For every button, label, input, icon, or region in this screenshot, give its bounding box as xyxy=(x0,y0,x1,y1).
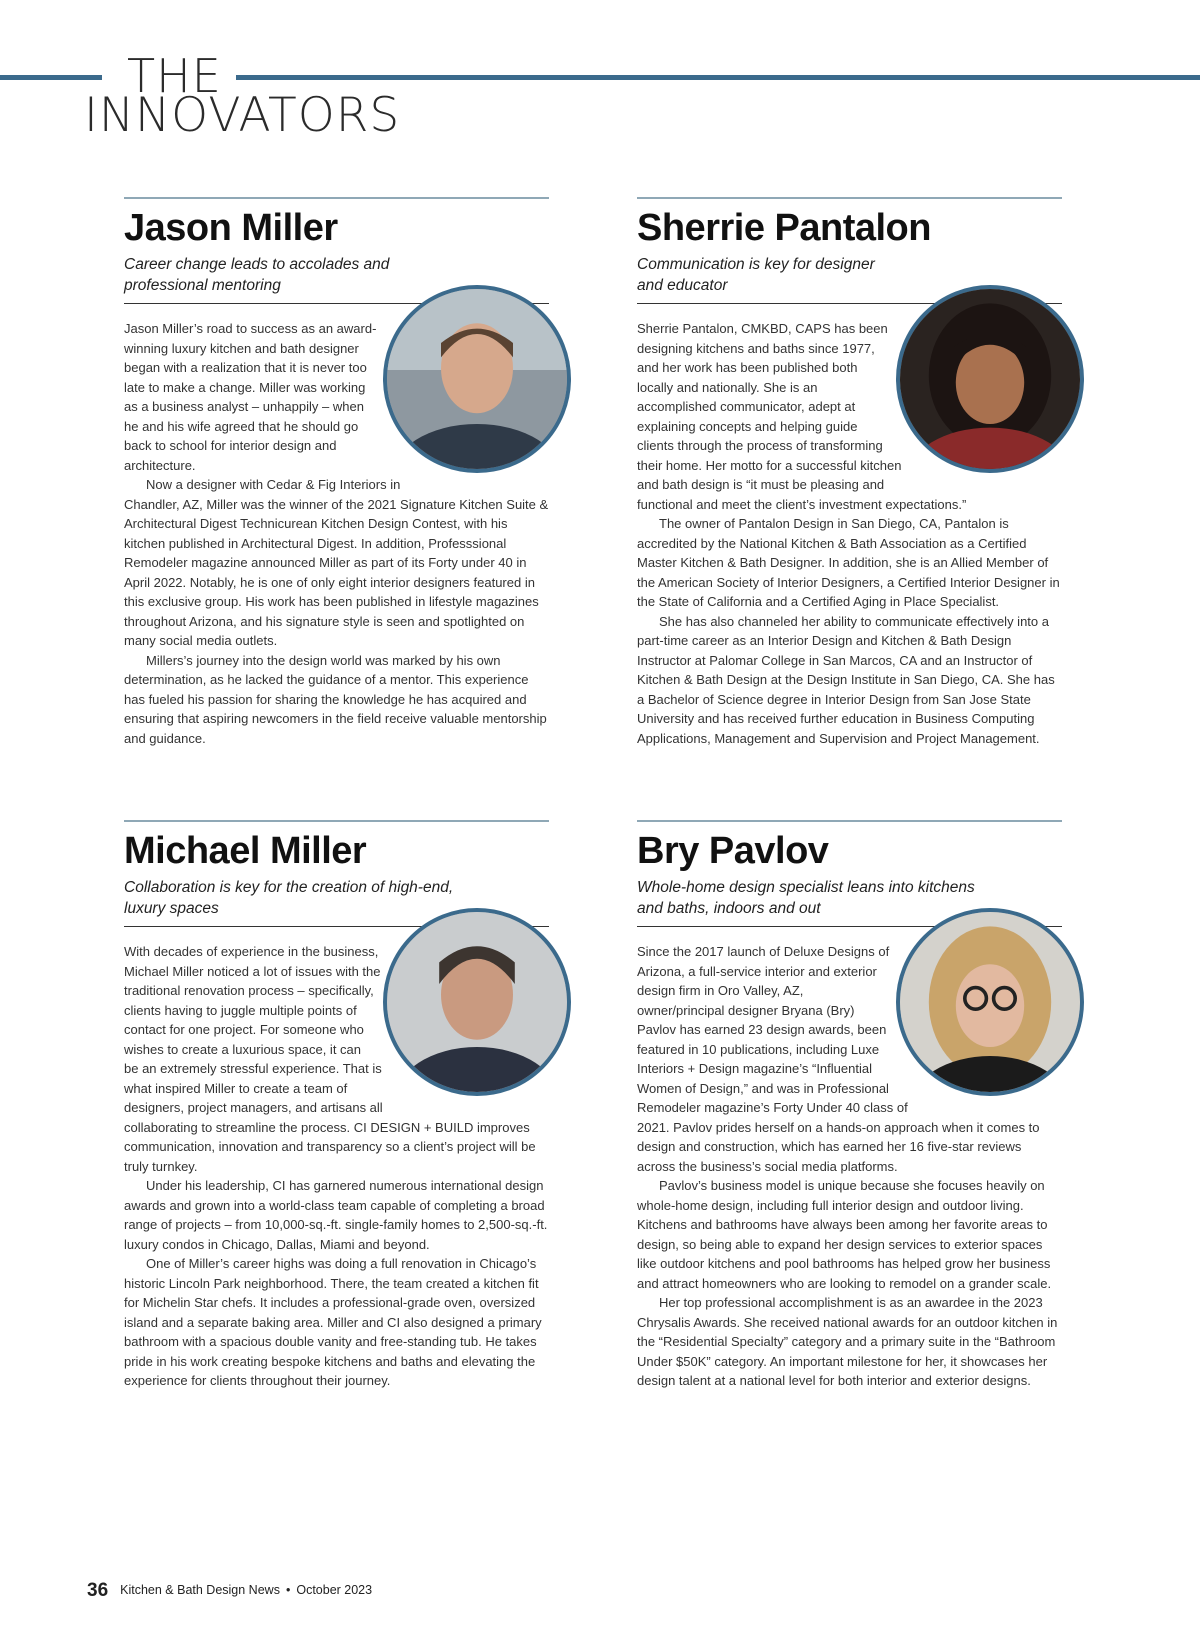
profile-top-rule xyxy=(637,197,1062,199)
profile-body xyxy=(637,319,1062,748)
profile-deck: Career change leads to accolades and professional mentoring xyxy=(124,256,390,294)
section-title-line-2: INNOVATORS xyxy=(84,88,401,143)
profile-michael-miller xyxy=(124,820,549,1391)
issue-date: October 2023 xyxy=(296,1583,373,1597)
profile-name: Bry Pavlov xyxy=(637,830,829,872)
profile-body xyxy=(124,319,549,748)
portrait-photo xyxy=(896,285,1084,473)
profile-paragraph: Under his leadership, CI has garnered numerous international design awards and grown into a world-class team capable of completing a broad range of projects – from 10,000-sq.-ft. single-family homes to 2,500-sq.-ft. luxury condos in Chicago, Dallas, Miami and beyond. xyxy=(124,1178,548,1252)
profile-paragraph: With decades of experience in the business, Michael Miller noticed a lot of issues with the traditional renovation process – specifically, clients having to juggle multiple points of contact for one project. For someone who wishes to create a luxurious space, it can be an extremely stressful experience. That is what inspired Miller to create a team of designers, project managers, and artisans all collaborating to streamline the process. CI DESIGN + BUILD improves communication, innovation and transparency so a client’s project will be truly turnkey. xyxy=(124,944,536,1174)
profile-top-rule xyxy=(124,197,549,199)
profile-paragraph: Now a designer with Cedar & Fig Interiors in Chandler, AZ, Miller was the winner of the 2021 Signature Kitchen Suite & Architectural Digest Technicurean Kitchen Design Contest, with his kitchen published in Architectural Digest. In addition, Professsional Remodeler magazine announced Miller as part of its Forty under 40 in April 2022. Notably, he is one of only eight interior designers featured in this exclusive group. His work has been published in lifestyle magazines throughout Arizona, and his signature style is seen and spotlighted on many social media outlets. xyxy=(124,477,549,648)
profile-deck: Whole-home design specialist leans into kitchens and baths, indoors and out xyxy=(637,879,975,917)
page-number: 36 xyxy=(87,1580,109,1601)
profile-paragraph: Millers’s journey into the design world was marked by his own determination, as he lacked the guidance of a mentor. This experience has fueled his passion for sharing the knowledge he has acquired and ensuring that aspiring newcomers in the field receive valuable mentorship and guidance. xyxy=(124,652,547,746)
page-footer xyxy=(87,1580,372,1602)
profile-top-rule xyxy=(637,820,1062,822)
profile-body xyxy=(637,942,1062,1391)
profile-paragraph: She has also channeled her ability to communicate effectively into a part-time career as an Interior Design and Kitchen & Bath Design Instructor at Palomar College in San Marcos, CA and an Instructor of Kitchen & Bath Design at the Design Institute in San Diego, CA. She has a Bachelor of Science degree in Interior Design from San Jose State University and has received further education in Business Computing Applications, Management and Supervision and Project Management. xyxy=(637,613,1055,746)
profile-jason-miller xyxy=(124,197,549,748)
profile-bry-pavlov xyxy=(637,820,1062,1391)
profile-name: Michael Miller xyxy=(124,830,367,872)
portrait-photo xyxy=(896,908,1084,1096)
profile-paragraph: The owner of Pantalon Design in San Diego, CA, Pantalon is accredited by the National Kitchen & Bath Association as a Certified Master Kitchen & Bath Designer. In addition, she is an Allied Member of the American Society of Interior Designers, a Certified Interior Designer in the State of California and a Certified Aging in Place Specialist. xyxy=(637,516,1060,609)
profile-deck: Collaboration is key for the creation of high-end, luxury spaces xyxy=(124,879,454,917)
profile-paragraph: Pavlov’s business model is unique because she focuses heavily on whole-home design, including full interior design and outdoor living. Kitchens and bathrooms have always been among her favorite areas to design, so being able to expand her design services to exterior spaces like outdoor kitchens and pool bathrooms has helped grow her business and attract homeowners who are looking to remodel on a grander scale. xyxy=(637,1178,1052,1291)
profile-body xyxy=(124,942,549,1391)
section-title xyxy=(84,49,401,143)
profile-paragraph: Sherrie Pantalon, CMKBD, CAPS has been designing kitchens and baths since 1977, and her work has been published both locally and nationally. She is an accomplished communicator, adept at explaining concepts and helping guide clients through the process of transforming their home. Her motto for a successful kitchen and bath design is “it must be pleasing and functional and meet the client’s investment expectations.” xyxy=(637,321,967,512)
profile-top-rule xyxy=(124,820,549,822)
section-title-line-1: THE xyxy=(127,49,222,103)
profile-paragraph: Jason Miller’s road to success as an award-winning luxury kitchen and bath designer began with a realization that it is never too late to make a change. Miller was working as a business analyst – unhappily – when he and his wife agreed that he should go back to school for interior design and architecture. xyxy=(124,321,377,473)
footer-separator: • xyxy=(285,1583,291,1597)
portrait-photo xyxy=(383,285,571,473)
profile-name: Sherrie Pantalon xyxy=(637,207,931,249)
profile-paragraph: One of Miller’s career highs was doing a full renovation in Chicago’s historic Lincoln Park neighborhood. There, the team created a kitchen fit for Michelin Star chefs. It includes a professional-grade oven, oversized island and a separate baking area. Miller and CI also designed a primary bathroom with a spacious double vanity and free-standing tub. He takes pride in his work creating bespoke kitchens and baths and elevating the experience for clients throughout their journey. xyxy=(124,1256,542,1388)
portrait-photo xyxy=(383,908,571,1096)
profile-paragraph: Since the 2017 launch of Deluxe Designs of Arizona, a full-service interior and exterior design firm in Oro Valley, AZ, owner/principal designer Bryana (Bry) Pavlov has earned 23 design awards, been featured in 10 publications, including Luxe Interiors + Design magazine’s “Influential Women of Design,” and was in Professional Remodeler magazine’s Forty Under 40 class of 2021. Pavlov prides herself on a hands-on approach when it comes to design and construction, which has earned her 16 five-star reviews across the business’s social media platforms. xyxy=(637,944,1040,1174)
profile-sherrie-pantalon xyxy=(637,197,1062,748)
profile-deck: Communication is key for designer and educator xyxy=(637,256,875,294)
profile-name: Jason Miller xyxy=(124,207,338,249)
publication-name: Kitchen & Bath Design News xyxy=(120,1583,280,1597)
profile-paragraph: Her top professional accomplishment is as an awardee in the 2023 Chrysalis Awards. She received national awards for an outdoor kitchen in the “Residential Specialty” category and a primary suite in the “Bathroom Under $50K” category. An important milestone for her, it showcases her design talent at a national level for both interior and exterior designs. xyxy=(637,1295,1058,1388)
